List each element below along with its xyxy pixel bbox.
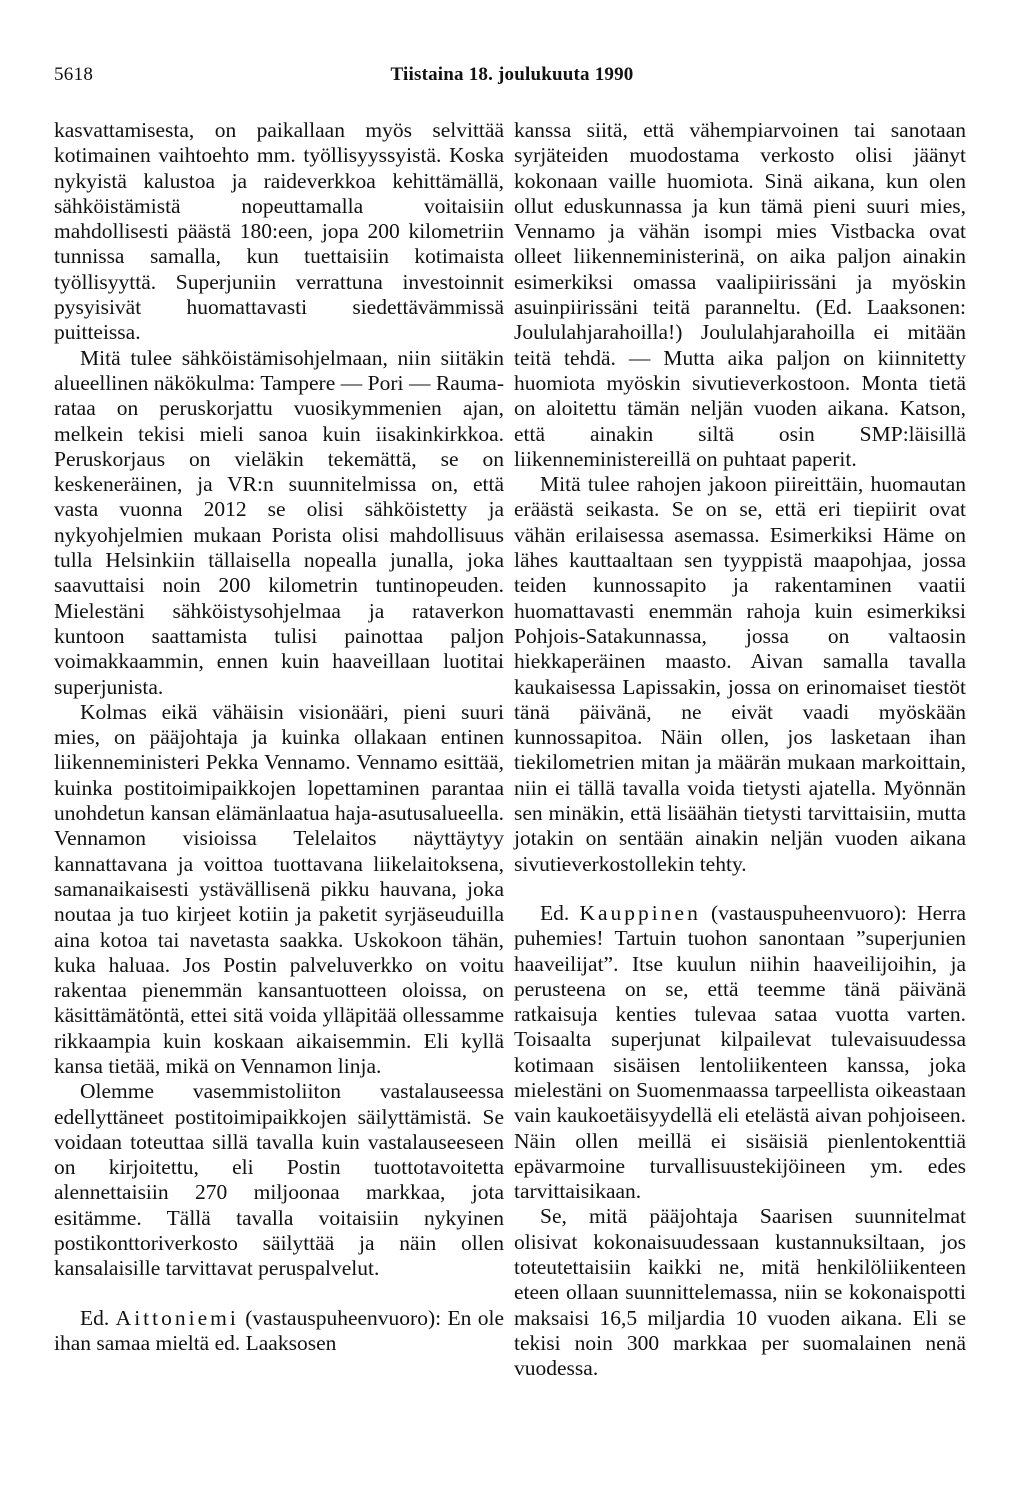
left-column [54, 118, 504, 1356]
paragraph: Mitä tulee sähköistämisohjelmaan, niin siitäkin alueellinen näkökulma: Tampere — Pori — Rauma-rataa on peruskorjattu vuosikymmenien ajan, melkein tekisi mieli sanoa kuin iisakinkirkkoa. Peruskorjaus on vieläkin tekemättä, se on keskeneräinen, ja VR:n suunnitelmissa on, että vasta vuonna 2012 se olisi sähköistetty ja nykyohjelmien mukaan Porista olisi mahdollisuus tulla Helsinkiin tällaisella nopealla junalla, joka saavuttaisi noin 200 kilometrin tuntinopeuden. Mielestäni sähköistysohjelmaa ja rataverkon kuntoon saattamista tulisi painottaa paljon voimakkaammin, ennen kuin haaveillaan luotitai superjunista. [54, 345, 504, 699]
speaker-text: (vastauspuheenvuoro): Herra puhemies! Tartuin tuohon sanontaan ”superjunien haaveilijat”. Itse kuulun niihin haaveilijoihin, ja perusteena on se, että teemme tänä päivänä ratkaisuja kenties tulevaa sataa vuotta varten. Toisaalta superjunat kilpailevat tulevaisuudessa kotimaan sisäisen lentoliikenteen kanssa, joka mielestäni on Suomenmaassa tarpeellista oikeastaan vain kaukoetäisyydellä eli etelästä aivan pohjoiseen. Näin ollen meillä ei sisäisiä pienlentokenttiä epävarmoine turvallisuustekijöineen ym. edes tarvittaisikaan. [514, 900, 967, 1204]
speaker-text: (vastauspuheenvuoro): En ole ihan samaa mieltä ed. Laaksosen [54, 1305, 505, 1355]
speaker-prefix: Ed. [80, 1305, 110, 1330]
paragraph: Se, mitä pääjohtaja Saarisen suunnitelmat olisivat kokonaisuudessaan kustannuksiltaan, jos toteutettaisiin kaikki ne, mitä henkilöliikenteen eteen ollaan suunnittelemassa, niin se kokonaispotti maksaisi 16,5 miljardia 10 vuoden aikana. Eli se tekisi noin 300 markkaa per suomalainen nenä vuodessa. [514, 1204, 966, 1381]
paragraph: kanssa siitä, että vähempiarvoinen tai sanotaan syrjäteiden muodostama verkosto olisi jäänyt kokonaan vaille huomiota. Sinä aikana, kun olen ollut eduskunnassa ja kun tämä pieni suuri mies, Vennamo ja vähän isompi mies Vistbacka ovat olleet liikenneministerinä, on aika paljon ainakin esimerkiksi omassa vaalipiirissäni ja myöskin asuinpiirissäni teitä paranneltu. (Ed. Laaksonen: Joululahjarahoilla!) Joululahjarahoilla ei mitään teitä tehdä. — Mutta aika paljon on kiinnitetty huomiota myöskin sivutieverkostoon. Monta tietä on aloitettu tämän neljän vuoden aikana. Katson, että ainakin siltä osin SMP:läisillä liikenneministereillä on puhtaat paperit. [514, 118, 966, 471]
speaker-paragraph [54, 1306, 504, 1357]
speaker-paragraph [514, 901, 966, 1205]
paragraph: kasvattamisesta, on paikallaan myös selvittää kotimainen vaihtoehto mm. työllisyyssyistä. Koska nykyistä kalustoa ja raideverkkoa kehittämällä, sähköistämistä nopeuttamalla voitaisiin mahdollisesti päästä 180:een, jopa 200 kilometriin tunnissa samalla, kun tuettaisiin kotimaista työllisyyttä. Superjuniin verrattuna investoinnit pysyisivät huomattavasti siedettävämmissä puitteissa. [54, 118, 504, 345]
page-number: 5618 [54, 64, 94, 85]
page-date-header: Tiistaina 18. joulukuuta 1990 [390, 64, 634, 85]
paragraph: Mitä tulee rahojen jakoon piireittäin, huomautan eräästä seikasta. Se on se, että eri tiepiirit ovat vähän erilaisessa asemassa. Esimerkiksi Häme on lähes kauttaaltaan sen tyyppistä maapohjaa, jossa teiden kunnossapito ja rakentaminen vaatii huomattavasti enemmän rahoja kuin esimerkiksi Pohjois-Satakunnassa, jossa on valtaosin hiekkaperäinen maasto. Aivan samalla tavalla kaukaisessa Lapissakin, jossa on erinomaiset tiestöt tänä päivänä, ne eivät vaadi myöskään kunnossapitoa. Näin ollen, jos lasketaan ihan tiekilometrien mitan ja määrän mukaan markoittain, niin ei tällä tavalla voida tietysti ajatella. Myönnän sen minäkin, että lisäähän tietysti tarvittaisiin, mutta jotakin on sentään ainakin neljän vuoden aikana sivutieverkostollekin tehty. [514, 472, 966, 876]
right-column [514, 118, 966, 1382]
paragraph: Kolmas eikä vähäisin visionääri, pieni suuri mies, on pääjohtaja ja kuinka ollakaan entinen liikenneministeri Pekka Vennamo. Vennamo esittää, kuinka postitoimipaikkojen lopettaminen parantaa unohdetun kansan elämänlaatua haja-asutusalueella. Vennamon visioissa Telelaitos näyttäytyy kannattavana ja voittoa tuottavana liikelaitoksena, samanaikaisesti ystävällisenä pikku hauvana, joka noutaa ja tuo kirjeet kotiin ja paketit syrjäseuduilla aina kotoa tai navetasta saakka. Uskokoon tähän, kuka haluaa. Jos Postin palveluverkko on voitu rakentaa pienemmän kansantuotteen oloissa, on käsittämätöntä, ettei sitä voida ylläpitää ollessamme rikkaampia kuin koskaan aikaisemmin. Eli kyllä kansa tietää, mikä on Vennamon linja. [54, 699, 504, 1078]
speaker-name: Kauppinen [579, 900, 701, 925]
speaker-name: Aittoniemi [115, 1305, 239, 1330]
speaker-prefix: Ed. [540, 900, 570, 925]
paragraph: Olemme vasemmistoliiton vastalauseessa edellyttäneet postitoimipaikkojen säilyttämistä. Se voidaan toteuttaa sillä tavalla kuin vastalauseeseen on kirjoitettu, eli Postin tuottotavoitetta alennettaisiin 270 miljoonaa markkaa, jota esitämme. Tällä tavalla voitaisiin nykyinen postikonttoriverkosto säilyttää ja näin ollen kansalaisille tarvittavat peruspalvelut. [54, 1079, 504, 1281]
